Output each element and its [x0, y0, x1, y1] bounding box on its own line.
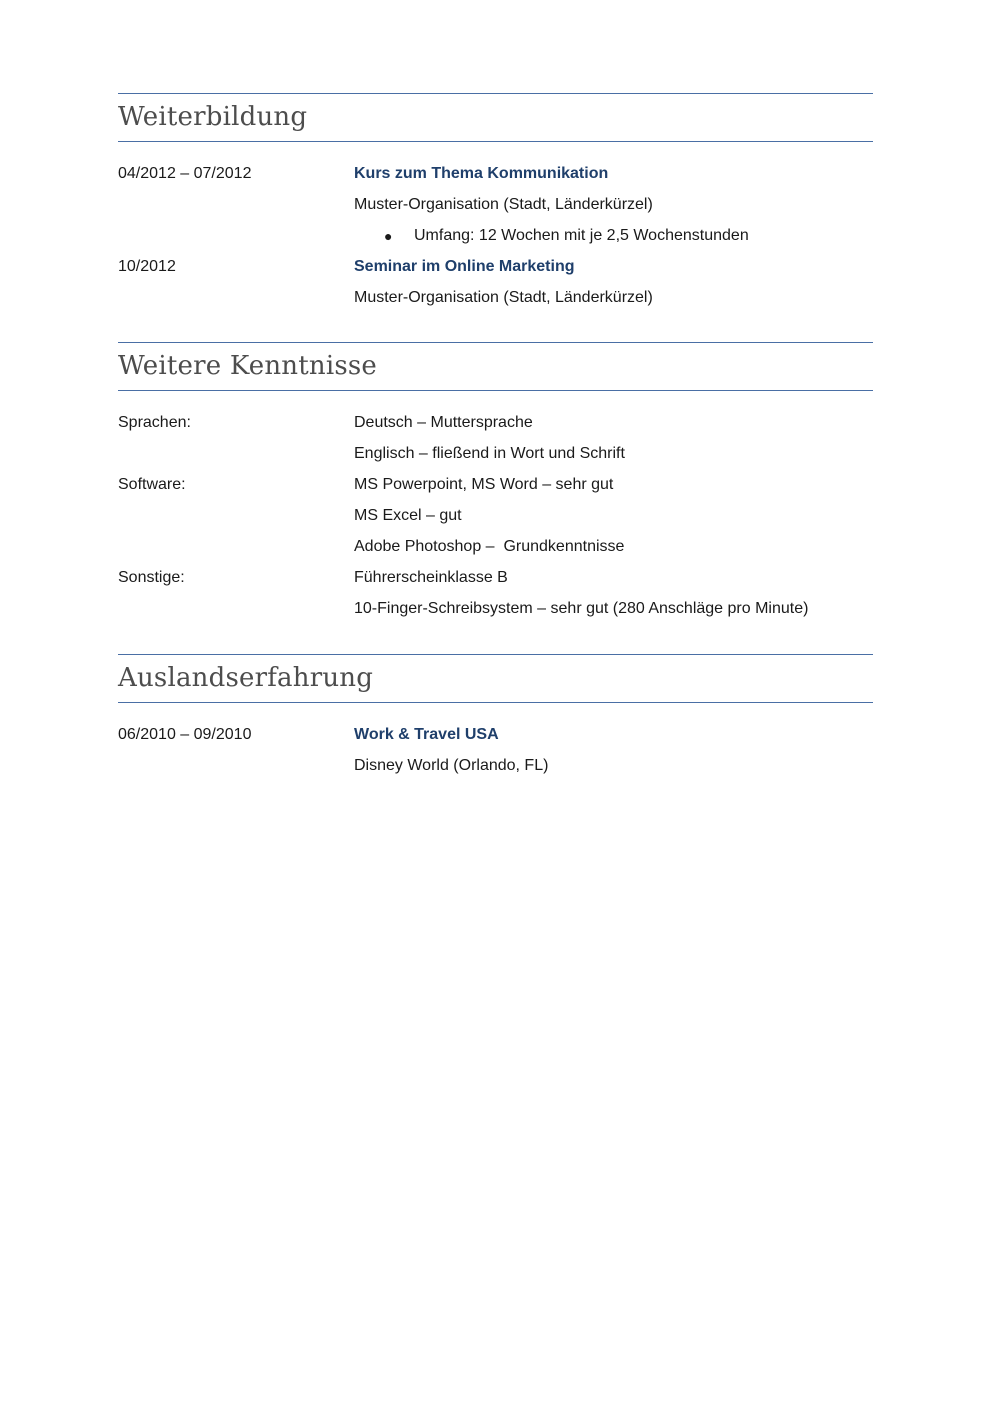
bullet-icon: ●: [384, 228, 393, 244]
section-header: [118, 93, 873, 142]
section-title: Weitere Kenntnisse: [118, 351, 378, 381]
skill-row: [118, 535, 873, 566]
entry-row: [118, 723, 873, 754]
section-kenntnisse: [118, 342, 873, 628]
skill-row: [118, 566, 873, 597]
skill-value: 10-Finger-Schreibsystem – sehr gut (280 Anschläge pro Minute): [354, 600, 809, 617]
entry-row: [118, 286, 873, 317]
skill-row: [118, 504, 873, 535]
skill-value: Englisch – fließend in Wort und Schrift: [354, 445, 625, 462]
section-title: Weiterbildung: [118, 102, 308, 132]
skill-row: [118, 411, 873, 442]
skill-value: Deutsch – Muttersprache: [354, 414, 533, 431]
skill-value: Adobe Photoshop – Grundkenntnisse: [354, 538, 625, 555]
skill-row: [118, 597, 873, 628]
entry-row: [118, 224, 873, 255]
entry-title: Work & Travel USA: [354, 726, 499, 743]
entry-row: [118, 754, 873, 785]
entry-date: 06/2010 – 09/2010: [118, 726, 252, 743]
skill-label: Sonstige:: [118, 569, 185, 586]
entry-organisation: Muster-Organisation (Stadt, Länderkürzel): [354, 289, 653, 306]
entry-date: 10/2012: [118, 258, 176, 275]
skill-row: [118, 473, 873, 504]
skill-value: Führerscheinklasse B: [354, 569, 508, 586]
entry-bullet: Umfang: 12 Wochen mit je 2,5 Wochenstunden: [414, 227, 749, 244]
weiterbildung-entries: [118, 162, 873, 317]
entry-date: 04/2012 – 07/2012: [118, 165, 252, 182]
entry-row: [118, 193, 873, 224]
section-weiterbildung: [118, 93, 873, 317]
section-header: [118, 342, 873, 391]
entry-row: [118, 162, 873, 193]
skill-value: MS Powerpoint, MS Word – sehr gut: [354, 476, 614, 493]
skill-label: Software:: [118, 476, 186, 493]
kenntnisse-rows: [118, 411, 873, 628]
section-title: Auslandserfahrung: [118, 663, 374, 693]
section-auslandserfahrung: [118, 654, 873, 785]
section-header: [118, 654, 873, 703]
entry-title: Kurs zum Thema Kommunikation: [354, 165, 609, 182]
entry-organisation: Disney World (Orlando, FL): [354, 757, 549, 774]
ausland-entries: [118, 723, 873, 785]
skill-label: Sprachen:: [118, 414, 191, 431]
entry-row: [118, 255, 873, 286]
entry-organisation: Muster-Organisation (Stadt, Länderkürzel): [354, 196, 653, 213]
entry-title: Seminar im Online Marketing: [354, 258, 575, 275]
skill-row: [118, 442, 873, 473]
skill-value: MS Excel – gut: [354, 507, 462, 524]
